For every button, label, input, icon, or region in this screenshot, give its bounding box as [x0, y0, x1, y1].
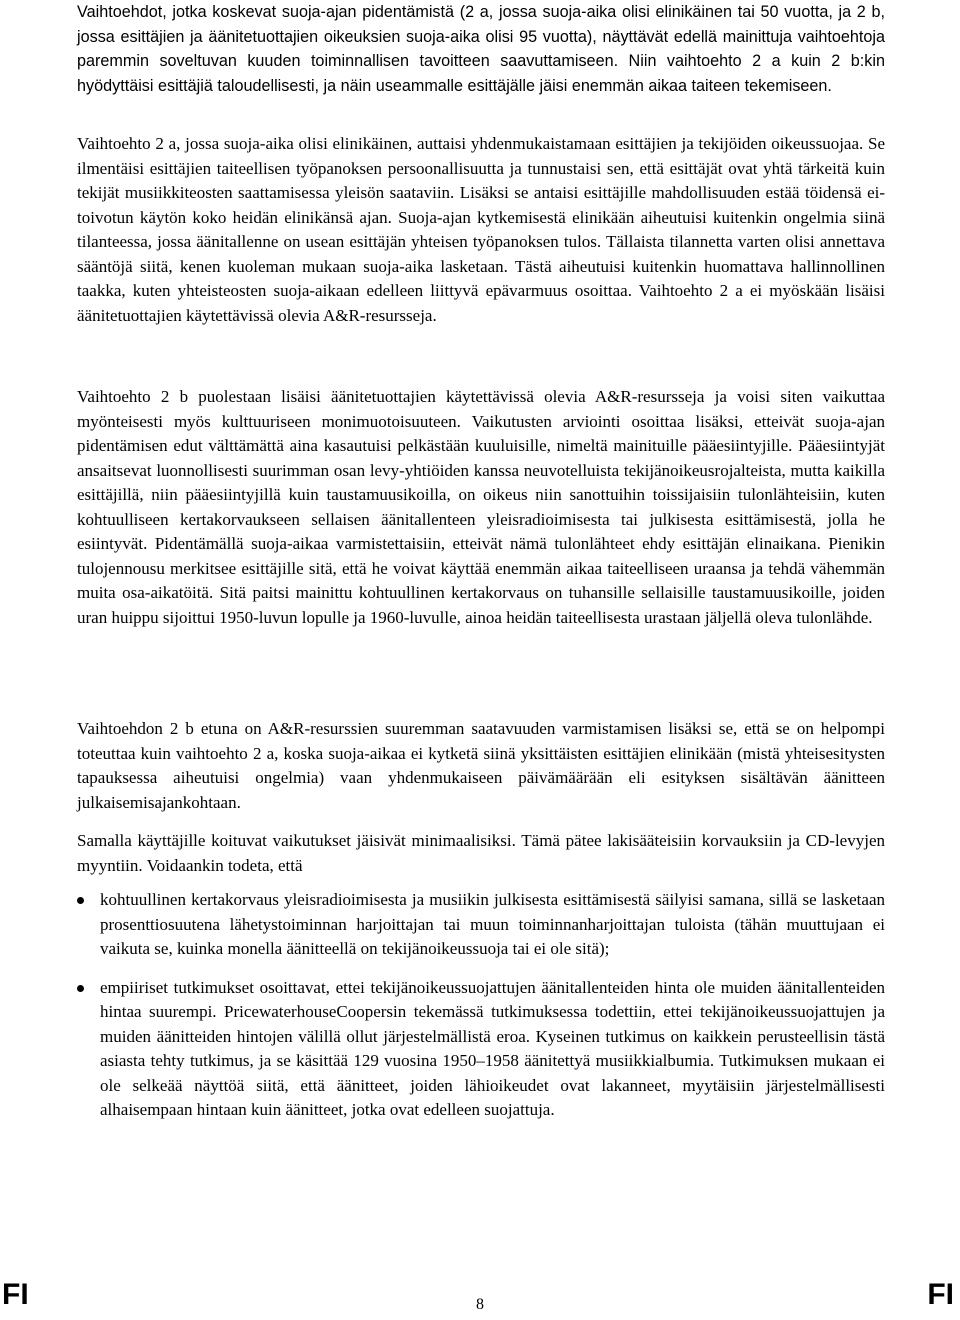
list-item	[77, 976, 885, 1123]
paragraph-4: Vaihtoehdon 2 b etuna on A&R-resurssien suuremman saatavuuden varmistamisen lisäksi se, että se on helpompi toteuttaa kuin vaihtoehto 2 a, koska suoja-aikaa ei kytketä siinä yksittäisten esittäjien elinikään (mistä yhteisesitysten tapauksessa aiheutuisi ongelmia) vaan yhdenmukaiseen päivämäärään eli esityksen sisältävän äänitteen julkaisemisajankohtaan.	[77, 719, 885, 812]
page-number: 8	[476, 1296, 484, 1313]
list-item	[77, 888, 885, 962]
footer-language-right: FI	[927, 1278, 954, 1311]
bullet-icon	[77, 985, 84, 992]
bullet-list	[77, 888, 885, 1123]
paragraph-5: Samalla käyttäjille koituvat vaikutukset jäisivät minimaalisiksi. Tämä pätee lakisääteisiin korvauksiin ja CD-levyjen myyntiin. Voidaankin todeta, että	[77, 831, 885, 875]
paragraph-3: Vaihtoehto 2 b puolestaan lisäisi äänitetuottajien käytettävissä olevia A&R-resursseja ja voisi siten vaikuttaa myönteisesti myös kulttuuriseen monimuotoisuuteen. Vaikutusten arviointi osoittaa lisäksi, etteivät suoja-ajan pidentämisen edut välttämättä aina kasautuisi pelkästään kuuluisille, nimeltä mainituille pääesiintyjille. Pääesiintyjät ansaitsevat luonnollisesti suurimman osan levy-yhtiöiden kanssa neuvotelluista tekijänoikeusrojalteista, mutta kaikilla esittäjillä, niin pääesiintyjillä kuin taustamuusikoilla, on oikeus niin sanottuihin toissijaisiin tulonlähteisiin, kuten kohtuulliseen kertakorvaukseen sellaisen äänitallenteen yleisradioimisesta tai julkisesta esittämisestä, jolla he esiintyvät. Pidentämällä suoja-aikaa varmistettaisiin, etteivät nämä tulonlähteet ehdy esittäjän elinaikana. Pienikin tulojennousu merkitsee esittäjille sitä, että he voivat käyttää enemmän aikaa taiteelliseen uraansa ja tehdä vähemmän muita osa-aikatöitä. Sitä paitsi mainittu kohtuullinen kertakorvaus on tuhansille sellaisille taustamuusikoille, joiden uran huippu sijoittui 1950-luvun lopulle ja 1960-luvulle, ainoa heidän taiteellisesta urastaan jäljellä oleva tulonlähde.	[77, 387, 885, 627]
footer-language-left: FI	[2, 1278, 29, 1311]
paragraph-2: Vaihtoehto 2 a, jossa suoja-aika olisi elinikäinen, auttaisi yhdenmukaistamaan esittäjien ja tekijöiden oikeussuojaa. Se ilmentäisi esittäjien taiteellisen työpanoksen persoonallisuutta ja tunnustaisi sen, että esittäjät ovat yhtä tärkeitä kuin tekijät musiikkiteosten saattamisessa yleisön saataviin. Lisäksi se antaisi esittäjille mahdollisuuden estää töidensä ei-toivotun käytön koko heidän elinikänsä ajan. Suoja-ajan kytkemisestä elinikään aiheutuisi kuitenkin ongelmia siinä tilanteessa, jossa äänitallenne on usean esittäjän yhteisen työpanoksen tulos. Tällaista tilannetta varten olisi annettava sääntöjä siitä, kenen kuoleman mukaan suoja-aika lasketaan. Tästä aiheutuisi kuitenkin huomattava hallinnollinen taakka, kuten yhteisteosten suoja-aikaan edelleen liittyvä epävarmuus osoittaa. Vaihtoehto 2 a ei myöskään lisäisi äänitetuottajien käytettävissä olevia A&R-resursseja.	[77, 134, 885, 325]
bullet-text: kohtuullinen kertakorvaus yleisradioimisesta ja musiikin julkisesta esittämisestä säilyisi samana, sillä se lasketaan prosenttiosuutena lähetystoiminnan harjoittajan tai muun toiminnanharjoittajan tuloista (tähän muuttujaan ei vaikuta se, kuinka monella äänitteellä on tekijänoikeussuoja tai ei ole sitä);	[100, 890, 885, 958]
bullet-icon	[77, 897, 84, 904]
bullet-text: empiiriset tutkimukset osoittavat, ettei tekijänoikeussuojattujen äänitallenteiden hinta ole muiden äänitallenteiden hintaa suurempi. PricewaterhouseCoopersin tekemässä tutkimuksessa todettiin, ettei tekijänoikeussuojattujen ja muiden äänitteiden hintojen välillä ollut järjestelmällistä eroa. Kyseinen tutkimus on kaikkein perusteellisin tästä asiasta tehty tutkimus, ja se käsittää 129 vuosina 1950–1958 äänitettyä musiikkialbumia. Tutkimuksen mukaan ei ole selkeää näyttöä siitä, että äänitteet, joiden lähioikeudet ovat lakanneet, myytäisiin järjestelmällisesti alhaisempaan hintaan kuin äänitteet, jotka ovat edelleen suojattuja.	[100, 977, 885, 1119]
paragraph-1: Vaihtoehdot, jotka koskevat suoja-ajan pidentämistä (2 a, jossa suoja-aika olisi elinikäinen tai 50 vuotta, ja 2 b, jossa esittäjien ja äänitetuottajien oikeuksien suoja-aika olisi 95 vuotta), näyttävät edellä mainittuja vaihtoehtoja paremmin soveltuvan kuuden toiminnallisen tavoitteen saavuttamiseen. Niin vaihtoehto 2 a kuin 2 b:kin hyödyttäisi esittäjiä taloudellisesti, ja näin useammalle esittäjälle jäisi enemmän aikaa taiteen tekemiseen.	[77, 3, 885, 95]
